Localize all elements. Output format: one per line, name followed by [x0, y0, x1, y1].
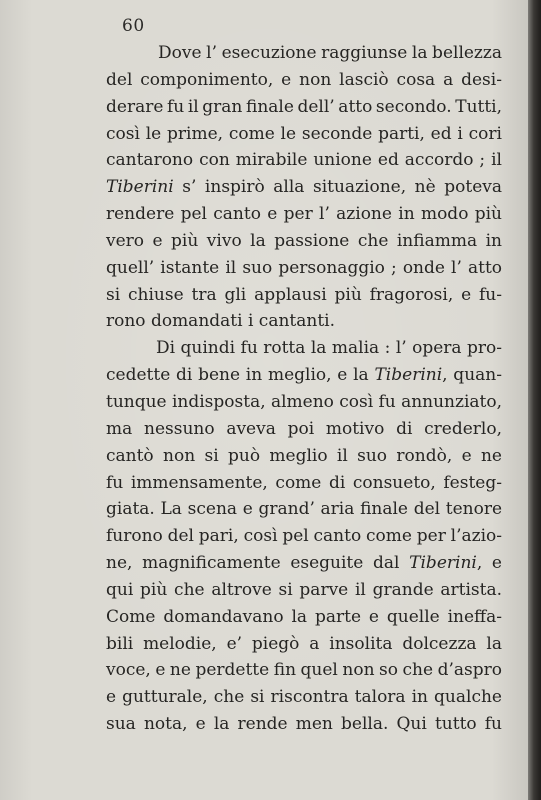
text-line: quell’ istante il suo personaggio ; onde l’ atto [106, 257, 503, 278]
page-edge-shadow [528, 0, 541, 800]
text-line: furono del pari, così pel canto come per l’azio- [106, 526, 502, 547]
text-line: rono domandati i cantanti. [106, 311, 335, 332]
text-line: sua nota, e la rende men bella. Qui tutto fu [106, 714, 503, 735]
text-line: cedette di bene in meglio, e la Tiberini, quan- [106, 365, 502, 386]
text-line: Dove l’ esecuzione raggiunse la bellezza [158, 43, 502, 63]
text-line: vero e più vivo la passione che infiamma in [106, 230, 502, 251]
body-text [106, 40, 502, 738]
page-number: 60 [122, 16, 145, 36]
text-line: del componimento, e non lasciò cosa a desi- [106, 69, 502, 90]
text-line: rendere pel canto e per l’ azione in modo più [106, 204, 503, 225]
performer-name: Tiberini [106, 177, 174, 198]
text-line: bili melodie, e’ piegò a insolita dolcezza la [106, 633, 502, 654]
text-line: fu immensamente, come di consueto, festeg- [106, 472, 502, 493]
text-line: cantò non si può meglio il suo rondò, e ne [106, 445, 502, 466]
text-line: tunque indisposta, almeno così fu annunziato, [106, 391, 503, 412]
text-line: Tiberini s’ inspirò alla situazione, nè poteva [106, 177, 502, 198]
text-line: Come domandavano la parte e quelle ineffa- [106, 606, 503, 627]
performer-name: Tiberini [409, 553, 477, 574]
text-line: Di quindi fu rotta la malia : l’ opera pro- [156, 338, 503, 359]
text-line: si chiuse tra gli applausi più fragorosi, e fu- [106, 284, 502, 305]
text-line: ma nessuno aveva poi motivo di crederlo, [106, 418, 502, 439]
text-line: cantarono con mirabile unione ed accordo ; il [106, 150, 502, 171]
text-line: voce, e ne perdette fin quel non so che d’aspro [106, 660, 502, 681]
text-line: derare fu il gran finale dell’ atto secondo. Tutti, [106, 96, 503, 117]
text-line: e gutturale, che si riscontra talora in qualche [106, 687, 502, 708]
performer-name: Tiberini [374, 365, 443, 386]
text-line: giata. La scena e grand’ aria finale del tenore [106, 499, 503, 520]
text-line: qui più che altrove si parve il grande artista. [106, 579, 503, 600]
text-line: così le prime, come le seconde parti, ed i cori [106, 123, 502, 144]
text-line: ne, magnificamente eseguite dal Tiberini, e [106, 553, 502, 574]
